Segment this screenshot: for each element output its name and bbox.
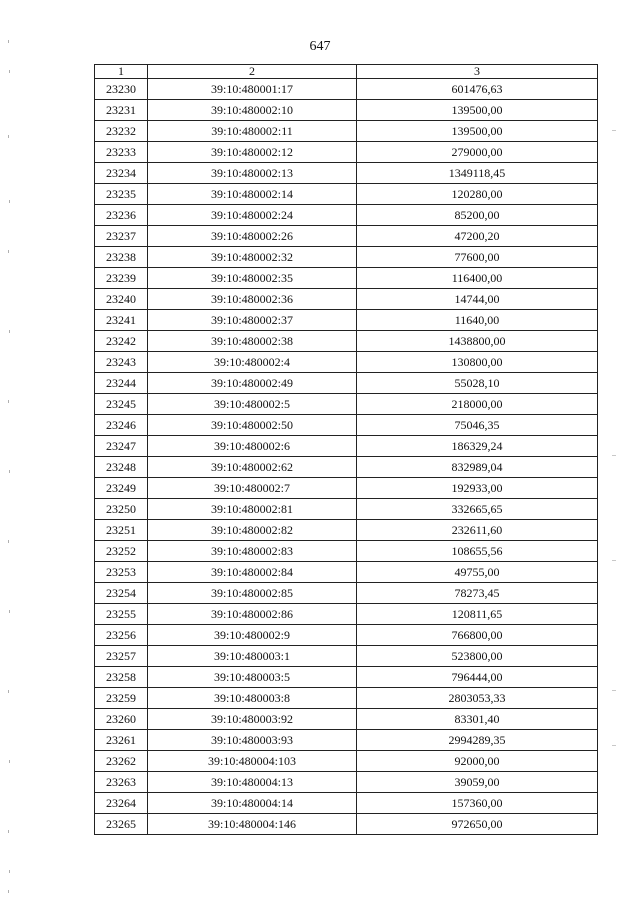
row-number: 23264 — [95, 793, 148, 814]
cadastral-value: 120280,00 — [357, 184, 598, 205]
row-number: 23253 — [95, 562, 148, 583]
cadastral-number: 39:10:480002:7 — [148, 478, 357, 499]
table-row — [95, 457, 598, 478]
cadastral-value: 130800,00 — [357, 352, 598, 373]
row-number: 23248 — [95, 457, 148, 478]
cadastral-number: 39:10:480003:8 — [148, 688, 357, 709]
table-row — [95, 625, 598, 646]
margin-dot — [8, 890, 9, 893]
cadastral-number: 39:10:480002:62 — [148, 457, 357, 478]
row-number: 23257 — [95, 646, 148, 667]
table-row — [95, 751, 598, 772]
cadastral-number: 39:10:480003:92 — [148, 709, 357, 730]
cadastral-number: 39:10:480002:38 — [148, 331, 357, 352]
table-row — [95, 247, 598, 268]
cadastral-value: 332665,65 — [357, 499, 598, 520]
margin-dot — [8, 830, 9, 833]
cadastral-value: 766800,00 — [357, 625, 598, 646]
cadastral-value: 78273,45 — [357, 583, 598, 604]
cadastral-number: 39:10:480002:82 — [148, 520, 357, 541]
cadastral-value: 139500,00 — [357, 121, 598, 142]
row-number: 23262 — [95, 751, 148, 772]
cadastral-value: 218000,00 — [357, 394, 598, 415]
cadastral-value: 92000,00 — [357, 751, 598, 772]
right-margin-mark — [612, 455, 616, 456]
cadastral-number: 39:10:480002:85 — [148, 583, 357, 604]
margin-dot — [8, 135, 9, 138]
row-number: 23239 — [95, 268, 148, 289]
column-header-2: 2 — [148, 65, 357, 79]
cadastral-number: 39:10:480002:86 — [148, 604, 357, 625]
row-number: 23250 — [95, 499, 148, 520]
table-row — [95, 100, 598, 121]
row-number: 23232 — [95, 121, 148, 142]
row-number: 23235 — [95, 184, 148, 205]
cadastral-number: 39:10:480002:81 — [148, 499, 357, 520]
cadastral-number: 39:10:480002:24 — [148, 205, 357, 226]
cadastral-value: 14744,00 — [357, 289, 598, 310]
column-header-1: 1 — [95, 65, 148, 79]
cadastral-value: 796444,00 — [357, 667, 598, 688]
cadastral-value: 232611,60 — [357, 520, 598, 541]
table-row — [95, 772, 598, 793]
right-margin-mark — [612, 745, 616, 746]
page-number: 647 — [309, 39, 331, 54]
cadastral-value: 39059,00 — [357, 772, 598, 793]
table-row — [95, 688, 598, 709]
table-row — [95, 163, 598, 184]
cadastral-value: 523800,00 — [357, 646, 598, 667]
table-row — [95, 415, 598, 436]
cadastral-value: 2994289,35 — [357, 730, 598, 751]
cadastral-value: 2803053,33 — [357, 688, 598, 709]
cadastral-number: 39:10:480002:5 — [148, 394, 357, 415]
table-row — [95, 79, 598, 100]
right-margin-mark — [612, 560, 616, 561]
cadastral-number: 39:10:480004:103 — [148, 751, 357, 772]
header-row — [95, 65, 598, 79]
cadastral-value: 1438800,00 — [357, 331, 598, 352]
margin-dot — [9, 760, 10, 763]
cadastral-value-table — [94, 64, 598, 835]
row-number: 23249 — [95, 478, 148, 499]
table-row — [95, 646, 598, 667]
table-row — [95, 709, 598, 730]
row-number: 23242 — [95, 331, 148, 352]
row-number: 23256 — [95, 625, 148, 646]
cadastral-number: 39:10:480002:9 — [148, 625, 357, 646]
cadastral-value: 49755,00 — [357, 562, 598, 583]
right-margin-mark — [612, 690, 616, 691]
row-number: 23263 — [95, 772, 148, 793]
margin-dot — [9, 870, 10, 873]
cadastral-number: 39:10:480004:14 — [148, 793, 357, 814]
margin-dot — [9, 610, 10, 613]
cadastral-number: 39:10:480002:11 — [148, 121, 357, 142]
row-number: 23237 — [95, 226, 148, 247]
column-header-3: 3 — [357, 65, 598, 79]
cadastral-value: 83301,40 — [357, 709, 598, 730]
margin-dot — [8, 400, 9, 403]
row-number: 23243 — [95, 352, 148, 373]
cadastral-value: 55028,10 — [357, 373, 598, 394]
cadastral-value: 192933,00 — [357, 478, 598, 499]
cadastral-value: 157360,00 — [357, 793, 598, 814]
table-body — [95, 79, 598, 835]
row-number: 23265 — [95, 814, 148, 835]
table-row — [95, 268, 598, 289]
row-number: 23251 — [95, 520, 148, 541]
cadastral-value: 832989,04 — [357, 457, 598, 478]
cadastral-value: 279000,00 — [357, 142, 598, 163]
table-row — [95, 793, 598, 814]
row-number: 23247 — [95, 436, 148, 457]
table-row — [95, 667, 598, 688]
cadastral-number: 39:10:480002:36 — [148, 289, 357, 310]
table-row — [95, 520, 598, 541]
cadastral-number: 39:10:480002:10 — [148, 100, 357, 121]
row-number: 23252 — [95, 541, 148, 562]
table-row — [95, 121, 598, 142]
cadastral-number: 39:10:480004:13 — [148, 772, 357, 793]
row-number: 23260 — [95, 709, 148, 730]
margin-dot — [8, 250, 9, 253]
row-number: 23259 — [95, 688, 148, 709]
row-number: 23245 — [95, 394, 148, 415]
table-row — [95, 499, 598, 520]
table-row — [95, 142, 598, 163]
cadastral-number: 39:10:480002:4 — [148, 352, 357, 373]
row-number: 23246 — [95, 415, 148, 436]
cadastral-value: 75046,35 — [357, 415, 598, 436]
table-row — [95, 478, 598, 499]
cadastral-number: 39:10:480002:32 — [148, 247, 357, 268]
row-number: 23236 — [95, 205, 148, 226]
cadastral-number: 39:10:480002:83 — [148, 541, 357, 562]
margin-dot — [9, 70, 10, 73]
row-number: 23254 — [95, 583, 148, 604]
row-number: 23240 — [95, 289, 148, 310]
table-row — [95, 205, 598, 226]
cadastral-number: 39:10:480002:14 — [148, 184, 357, 205]
cadastral-number: 39:10:480002:49 — [148, 373, 357, 394]
table-row — [95, 226, 598, 247]
table-row — [95, 814, 598, 835]
margin-dot — [9, 200, 10, 203]
table-row — [95, 394, 598, 415]
cadastral-number: 39:10:480004:146 — [148, 814, 357, 835]
table-row — [95, 541, 598, 562]
table-row — [95, 289, 598, 310]
row-number: 23233 — [95, 142, 148, 163]
cadastral-number: 39:10:480002:6 — [148, 436, 357, 457]
row-number: 23241 — [95, 310, 148, 331]
cadastral-value: 601476,63 — [357, 79, 598, 100]
cadastral-value: 11640,00 — [357, 310, 598, 331]
row-number: 23238 — [95, 247, 148, 268]
cadastral-number: 39:10:480003:1 — [148, 646, 357, 667]
row-number: 23234 — [95, 163, 148, 184]
row-number: 23255 — [95, 604, 148, 625]
table-row — [95, 562, 598, 583]
cadastral-number: 39:10:480002:37 — [148, 310, 357, 331]
margin-dot — [9, 470, 10, 473]
row-number: 23231 — [95, 100, 148, 121]
table-row — [95, 184, 598, 205]
table-row — [95, 310, 598, 331]
cadastral-number: 39:10:480002:84 — [148, 562, 357, 583]
cadastral-value: 1349118,45 — [357, 163, 598, 184]
table-row — [95, 583, 598, 604]
cadastral-number: 39:10:480002:26 — [148, 226, 357, 247]
row-number: 23230 — [95, 79, 148, 100]
cadastral-number: 39:10:480003:5 — [148, 667, 357, 688]
cadastral-number: 39:10:480002:35 — [148, 268, 357, 289]
row-number: 23258 — [95, 667, 148, 688]
cadastral-value: 120811,65 — [357, 604, 598, 625]
scan-margin-artifacts — [8, 0, 10, 905]
row-number: 23244 — [95, 373, 148, 394]
table-row — [95, 436, 598, 457]
cadastral-number: 39:10:480002:13 — [148, 163, 357, 184]
cadastral-value: 972650,00 — [357, 814, 598, 835]
table-row — [95, 331, 598, 352]
right-margin-mark — [612, 130, 616, 131]
cadastral-number: 39:10:480001:17 — [148, 79, 357, 100]
margin-dot — [9, 330, 10, 333]
cadastral-number: 39:10:480002:50 — [148, 415, 357, 436]
cadastral-value: 77600,00 — [357, 247, 598, 268]
cadastral-value: 116400,00 — [357, 268, 598, 289]
cadastral-value: 47200,20 — [357, 226, 598, 247]
table-row — [95, 373, 598, 394]
margin-dot — [8, 540, 9, 543]
margin-dot — [8, 690, 9, 693]
cadastral-value: 85200,00 — [357, 205, 598, 226]
cadastral-value: 108655,56 — [357, 541, 598, 562]
cadastral-value: 186329,24 — [357, 436, 598, 457]
table-row — [95, 604, 598, 625]
cadastral-value: 139500,00 — [357, 100, 598, 121]
table-row — [95, 352, 598, 373]
cadastral-number: 39:10:480002:12 — [148, 142, 357, 163]
cadastral-number: 39:10:480003:93 — [148, 730, 357, 751]
table-row — [95, 730, 598, 751]
row-number: 23261 — [95, 730, 148, 751]
table-header — [95, 65, 598, 79]
